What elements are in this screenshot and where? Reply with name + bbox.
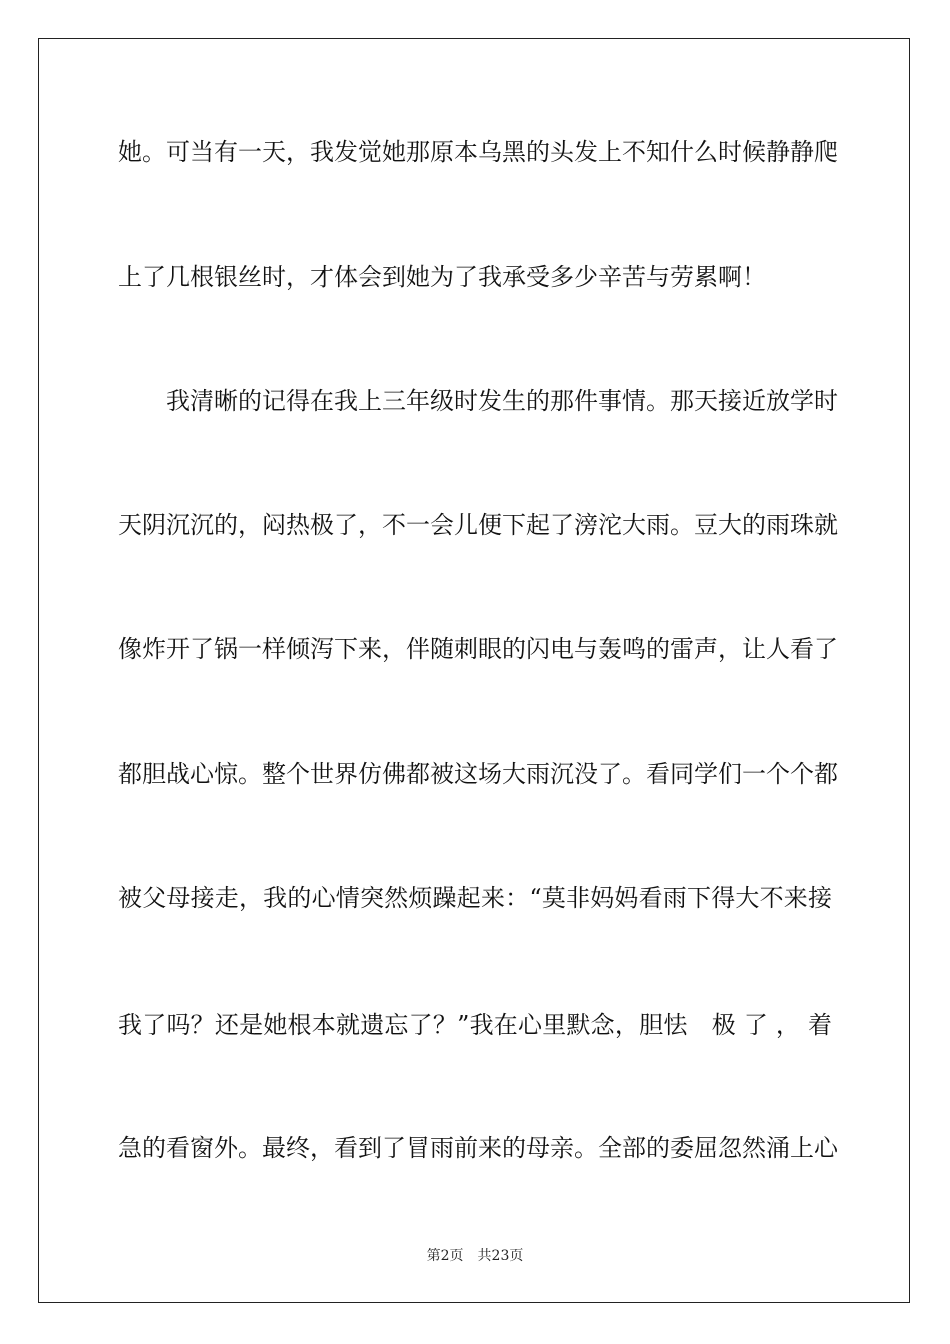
- paragraph-line-4: 天阴沉沉的，闷热极了，不一会儿便下起了滂沱大雨。豆大的雨珠就: [118, 511, 838, 539]
- paragraph-line-5: 像炸开了锅一样倾泻下来，伴随刺眼的闪电与轰鸣的雷声，让人看了: [118, 635, 838, 663]
- paragraph-line-8: 我了吗？还是她根本就遗忘了？”我在心里默念，胆怯 极 了 ， 着: [118, 1011, 832, 1039]
- page-border: [38, 38, 910, 1303]
- paragraph-line-6: 都胆战心惊。整个世界仿佛都被这场大雨沉没了。看同学们一个个都: [118, 760, 838, 788]
- paragraph-line-3: 我清晰的记得在我上三年级时发生的那件事情。那天接近放学时: [166, 387, 838, 415]
- page-footer: [0, 1247, 950, 1265]
- page-number: 第2页 共23页: [426, 1248, 524, 1264]
- paragraph-line-7: 被父母接走，我的心情突然烦躁起来：“莫非妈妈看雨下得大不来接: [118, 884, 832, 912]
- paragraph-line-2: 上了几根银丝时，才体会到她为了我承受多少辛苦与劳累啊！: [118, 263, 766, 291]
- paragraph-line-1: 她。可当有一天，我发觉她那原本乌黑的头发上不知什么时候静静爬: [118, 138, 838, 166]
- paragraph-line-9: 急的看窗外。最终，看到了冒雨前来的母亲。全部的委屈忽然涌上心: [118, 1134, 838, 1162]
